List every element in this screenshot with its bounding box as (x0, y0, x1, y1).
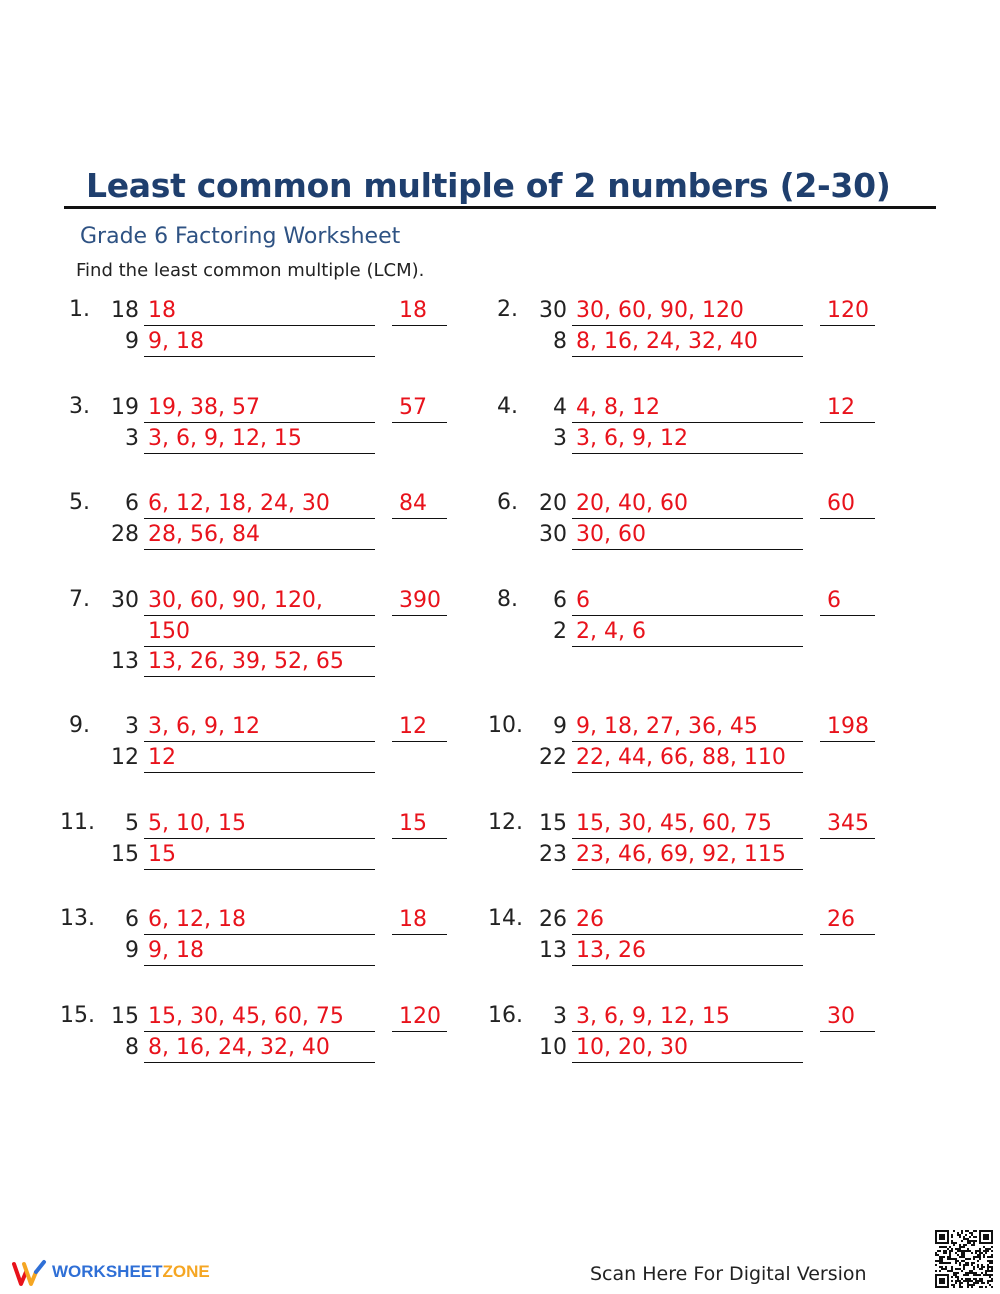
given-number: 8 (553, 328, 567, 354)
logo-wordmark (52, 1262, 210, 1282)
multiples-list: 10, 20, 30 (576, 1034, 688, 1060)
problem-item (60, 586, 520, 686)
multiples-line[interactable] (572, 489, 803, 519)
multiples-line[interactable] (144, 936, 375, 966)
answer-line[interactable] (820, 1002, 875, 1032)
problem-number: 16. (488, 1003, 523, 1028)
multiples-list: 12 (148, 744, 176, 770)
problem-number: 15. (60, 1003, 95, 1028)
multiples-line[interactable] (144, 1033, 375, 1063)
given-number: 4 (553, 395, 567, 420)
multiples-list: 19, 38, 57 (148, 395, 260, 420)
multiples-line[interactable] (572, 936, 803, 966)
answer-line[interactable] (392, 809, 447, 839)
given-number: 3 (553, 425, 567, 451)
problem-number: 1. (69, 297, 90, 322)
worksheet-subtitle: Grade 6 Factoring Worksheet (80, 224, 401, 249)
multiples-line[interactable] (144, 743, 375, 773)
problem-number: 2. (497, 297, 518, 322)
problem-number: 12. (488, 810, 523, 835)
multiples-line[interactable] (144, 647, 375, 677)
given-number: 19 (111, 395, 139, 420)
answer-line[interactable] (392, 712, 447, 742)
multiples-list: 3, 6, 9, 12 (148, 714, 260, 739)
qr-code-icon[interactable] (935, 1230, 993, 1288)
given-number: 12 (111, 744, 139, 770)
multiples-list: 28, 56, 84 (148, 521, 260, 547)
lcm-answer: 345 (827, 811, 869, 836)
given-number: 6 (125, 491, 139, 516)
lcm-answer: 30 (827, 1004, 855, 1029)
worksheet-title: Least common multiple of 2 numbers (2-30) (86, 166, 891, 205)
problem-item (60, 296, 520, 396)
lcm-answer: 120 (827, 298, 869, 323)
problem-item (488, 1002, 948, 1102)
multiples-line[interactable] (144, 327, 375, 357)
multiples-line[interactable] (144, 840, 375, 870)
lcm-answer: 198 (827, 714, 869, 739)
problem-number: 4. (497, 394, 518, 419)
problem-number: 7. (69, 587, 90, 612)
scan-digital-version-text: Scan Here For Digital Version (590, 1263, 867, 1285)
multiples-line[interactable] (144, 905, 375, 935)
multiples-list: 23, 46, 69, 92, 115 (576, 841, 786, 867)
multiples-list: 6 (576, 588, 590, 613)
multiples-line[interactable] (144, 586, 375, 616)
given-number: 30 (539, 521, 567, 547)
problem-item (60, 489, 520, 589)
lcm-answer: 18 (399, 907, 427, 932)
multiples-list: 6, 12, 18, 24, 30 (148, 491, 330, 516)
multiples-line[interactable] (144, 617, 375, 647)
problem-number: 9. (69, 713, 90, 738)
given-number: 22 (539, 744, 567, 770)
lcm-answer: 12 (399, 714, 427, 739)
given-number: 30 (111, 588, 139, 613)
problem-item (60, 1002, 523, 1102)
problem-number: 3. (69, 394, 90, 419)
answer-line[interactable] (392, 905, 447, 935)
given-number: 18 (111, 298, 139, 323)
multiples-line[interactable] (572, 809, 803, 839)
given-number: 9 (125, 328, 139, 354)
problem-item (488, 296, 948, 396)
multiples-list: 3, 6, 9, 12 (576, 425, 688, 451)
answer-line[interactable] (392, 296, 447, 326)
multiples-list: 20, 40, 60 (576, 491, 688, 516)
answer-line[interactable] (820, 809, 875, 839)
multiples-list: 18 (148, 298, 176, 323)
given-number: 6 (125, 907, 139, 932)
multiples-line[interactable] (572, 327, 803, 357)
multiples-list: 26 (576, 907, 604, 932)
multiples-line[interactable] (572, 1002, 803, 1032)
lcm-answer: 6 (827, 588, 841, 613)
multiples-list: 30, 60 (576, 521, 646, 547)
multiples-line[interactable] (572, 617, 803, 647)
multiples-list: 5, 10, 15 (148, 811, 246, 836)
problem-item (488, 393, 948, 493)
given-number: 15 (111, 841, 139, 867)
lcm-answer: 390 (399, 588, 441, 613)
multiples-line[interactable] (144, 424, 375, 454)
given-number: 28 (111, 521, 139, 547)
multiples-list: 22, 44, 66, 88, 110 (576, 744, 786, 770)
given-number: 13 (111, 649, 139, 674)
problem-item (60, 809, 523, 909)
logo-word-worksheet: WORKSHEET (52, 1262, 163, 1281)
problem-item (60, 905, 523, 1005)
problem-number: 14. (488, 906, 523, 931)
answer-line[interactable] (392, 489, 447, 519)
problem-number: 13. (60, 906, 95, 931)
given-number: 3 (125, 714, 139, 739)
multiples-list: 30, 60, 90, 120, (148, 588, 323, 613)
multiples-line[interactable] (572, 520, 803, 550)
given-number: 8 (125, 1034, 139, 1060)
multiples-list: 6, 12, 18 (148, 907, 246, 932)
problem-item (488, 712, 948, 812)
given-number: 20 (539, 491, 567, 516)
multiples-list: 9, 18 (148, 937, 204, 963)
problem-number: 8. (497, 587, 518, 612)
multiples-list: 30, 60, 90, 120 (576, 298, 744, 323)
multiples-line[interactable] (572, 712, 803, 742)
multiples-line[interactable] (144, 393, 375, 423)
given-number: 13 (539, 937, 567, 963)
lcm-answer: 84 (399, 491, 427, 516)
multiples-line[interactable] (572, 905, 803, 935)
multiples-line[interactable] (572, 393, 803, 423)
problem-item (60, 393, 520, 493)
given-number: 3 (553, 1004, 567, 1029)
multiples-list: 3, 6, 9, 12, 15 (576, 1004, 730, 1029)
problem-item (488, 905, 948, 1005)
multiples-list: 9, 18 (148, 328, 204, 354)
multiples-list: 13, 26 (576, 937, 646, 963)
problem-item (488, 809, 948, 909)
multiples-line[interactable] (572, 296, 803, 326)
answer-line[interactable] (392, 586, 447, 616)
problem-item (60, 712, 523, 812)
problem-item (488, 586, 948, 686)
given-number: 2 (553, 618, 567, 644)
multiples-line[interactable] (144, 712, 375, 742)
lcm-answer: 12 (827, 395, 855, 420)
answer-line[interactable] (392, 393, 447, 423)
multiples-list: 13, 26, 39, 52, 65 (148, 649, 344, 674)
answer-line[interactable] (820, 586, 875, 616)
given-number: 23 (539, 841, 567, 867)
multiples-line[interactable] (572, 586, 803, 616)
title-divider (64, 206, 936, 209)
given-number: 26 (539, 907, 567, 932)
answer-line[interactable] (820, 712, 875, 742)
multiples-list: 8, 16, 24, 32, 40 (576, 328, 758, 354)
answer-line[interactable] (392, 1002, 447, 1032)
multiples-list: 150 (148, 618, 190, 644)
multiples-list: 2, 4, 6 (576, 618, 646, 644)
lcm-answer: 60 (827, 491, 855, 516)
multiples-list: 15, 30, 45, 60, 75 (148, 1004, 344, 1029)
given-number: 9 (553, 714, 567, 739)
multiples-list: 4, 8, 12 (576, 395, 660, 420)
lcm-answer: 120 (399, 1004, 441, 1029)
multiples-line[interactable] (144, 809, 375, 839)
multiples-list: 3, 6, 9, 12, 15 (148, 425, 302, 451)
given-number: 10 (539, 1034, 567, 1060)
logo-word-zone: ZONE (162, 1262, 210, 1281)
worksheetzone-logo-icon (12, 1258, 48, 1290)
answer-line[interactable] (820, 296, 875, 326)
lcm-answer: 15 (399, 811, 427, 836)
multiples-list: 15 (148, 841, 176, 867)
multiples-line[interactable] (572, 1033, 803, 1063)
problem-number: 11. (60, 810, 95, 835)
problem-number: 6. (497, 490, 518, 515)
problem-item (488, 489, 948, 589)
multiples-line[interactable] (144, 489, 375, 519)
problem-number: 5. (69, 490, 90, 515)
given-number: 9 (125, 937, 139, 963)
multiples-line[interactable] (144, 1002, 375, 1032)
lcm-answer: 18 (399, 298, 427, 323)
given-number: 30 (539, 298, 567, 323)
given-number: 3 (125, 425, 139, 451)
answer-line[interactable] (820, 393, 875, 423)
given-number: 5 (125, 811, 139, 836)
multiples-line[interactable] (572, 743, 803, 773)
multiples-line[interactable] (572, 840, 803, 870)
given-number: 6 (553, 588, 567, 613)
multiples-list: 8, 16, 24, 32, 40 (148, 1034, 330, 1060)
lcm-answer: 57 (399, 395, 427, 420)
multiples-line[interactable] (144, 296, 375, 326)
answer-line[interactable] (820, 905, 875, 935)
given-number: 15 (111, 1004, 139, 1029)
answer-line[interactable] (820, 489, 875, 519)
multiples-line[interactable] (144, 520, 375, 550)
given-number: 15 (539, 811, 567, 836)
multiples-line[interactable] (572, 424, 803, 454)
instructions-text: Find the least common multiple (LCM). (76, 260, 425, 281)
problem-number: 10. (488, 713, 523, 738)
multiples-list: 15, 30, 45, 60, 75 (576, 811, 772, 836)
lcm-answer: 26 (827, 907, 855, 932)
multiples-list: 9, 18, 27, 36, 45 (576, 714, 758, 739)
